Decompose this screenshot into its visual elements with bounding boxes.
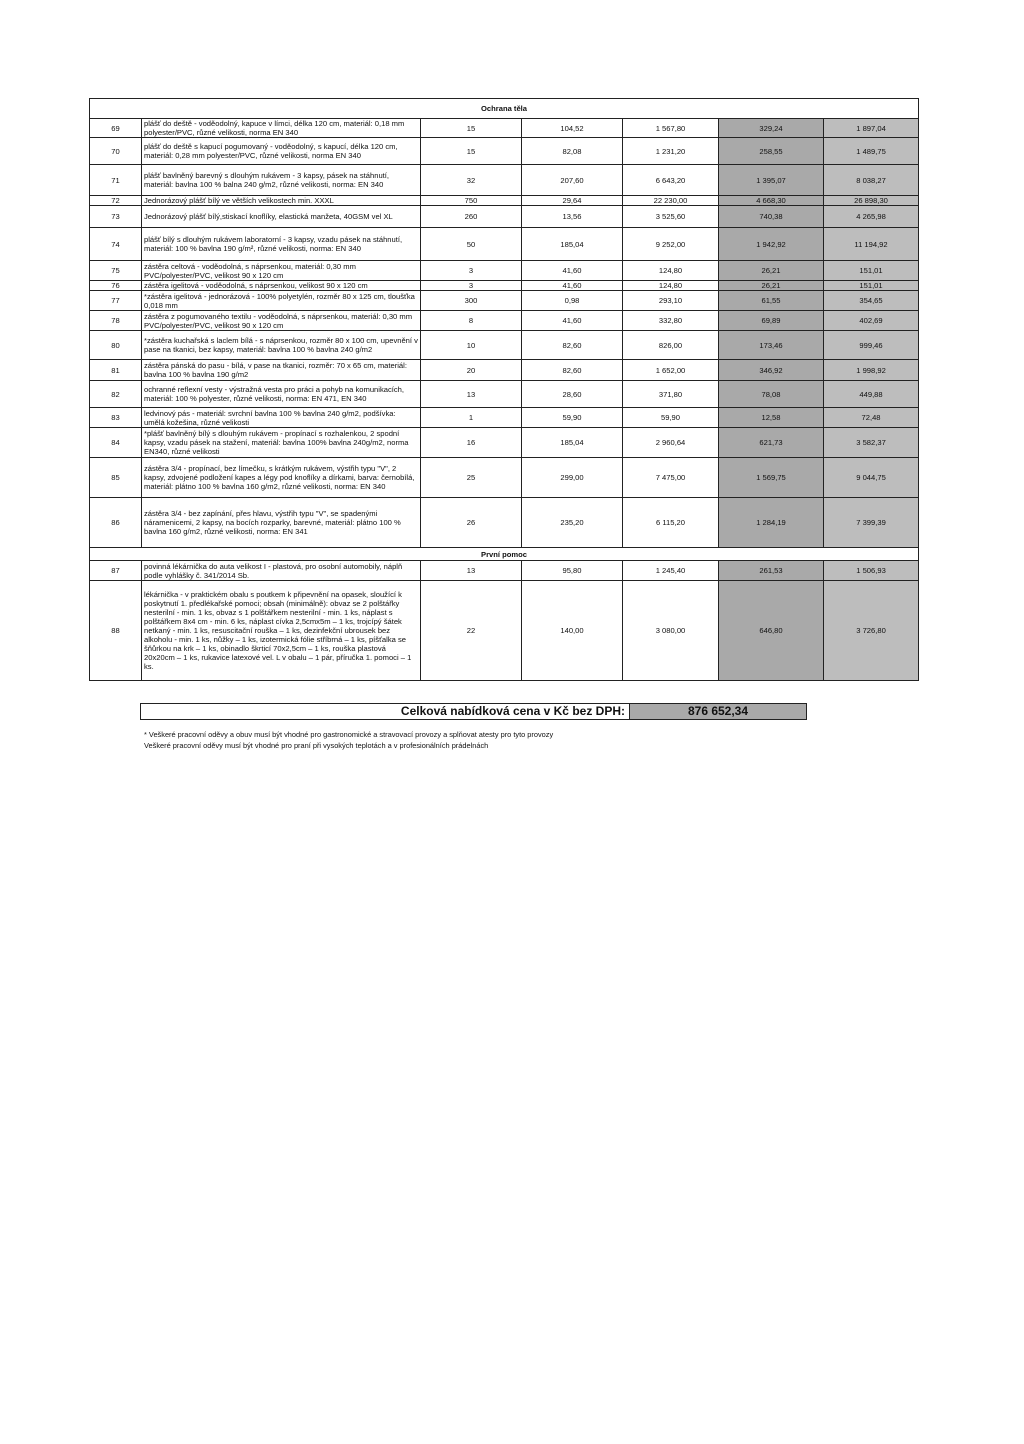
item-vat: 78,08 bbox=[719, 381, 824, 408]
item-description: zástěra igelitová - voděodolná, s náprsenkou, velikost 90 x 120 cm bbox=[142, 281, 421, 291]
item-quantity: 15 bbox=[421, 138, 522, 165]
item-vat: 621,73 bbox=[719, 428, 824, 458]
item-vat: 258,55 bbox=[719, 138, 824, 165]
item-number: 74 bbox=[90, 228, 142, 261]
item-number: 69 bbox=[90, 119, 142, 138]
item-quantity: 26 bbox=[421, 498, 522, 548]
item-gross: 1 998,92 bbox=[824, 360, 919, 381]
item-quantity: 260 bbox=[421, 206, 522, 228]
table-row bbox=[90, 360, 919, 381]
item-total: 124,80 bbox=[623, 261, 719, 281]
item-vat: 61,55 bbox=[719, 291, 824, 311]
item-total: 371,80 bbox=[623, 381, 719, 408]
item-vat: 1 284,19 bbox=[719, 498, 824, 548]
item-number: 77 bbox=[90, 291, 142, 311]
section-title: Ochrana těla bbox=[90, 99, 919, 119]
item-unit-price: 28,60 bbox=[522, 381, 623, 408]
item-description: Jednorázový plášť bílý ve větších velikostech min. XXXL bbox=[142, 196, 421, 206]
item-quantity: 16 bbox=[421, 428, 522, 458]
item-vat: 261,53 bbox=[719, 561, 824, 581]
item-description: plášť do deště s kapucí pogumovaný - voděodolný, s kapucí, délka 120 cm, materiál: 0,28 mm polyester/PVC, různé velikosti, norma EN 340 bbox=[142, 138, 421, 165]
item-gross: 402,69 bbox=[824, 311, 919, 331]
table-row bbox=[90, 561, 919, 581]
table-row bbox=[90, 138, 919, 165]
item-total: 1 652,00 bbox=[623, 360, 719, 381]
item-total: 2 960,64 bbox=[623, 428, 719, 458]
item-unit-price: 82,60 bbox=[522, 360, 623, 381]
item-unit-price: 140,00 bbox=[522, 581, 623, 681]
item-vat: 1 395,07 bbox=[719, 165, 824, 196]
item-description: ledvinový pás - materiál: svrchní bavlna 100 % bavlna 240 g/m2, podšívka: umělá kožešina, různé velikosti bbox=[142, 408, 421, 428]
item-vat: 69,89 bbox=[719, 311, 824, 331]
item-total: 124,80 bbox=[623, 281, 719, 291]
item-quantity: 8 bbox=[421, 311, 522, 331]
item-total: 22 230,00 bbox=[623, 196, 719, 206]
item-total: 59,90 bbox=[623, 408, 719, 428]
item-quantity: 10 bbox=[421, 331, 522, 360]
section-header-row bbox=[90, 548, 919, 561]
item-gross: 4 265,98 bbox=[824, 206, 919, 228]
grand-total-row bbox=[140, 703, 807, 720]
item-unit-price: 59,90 bbox=[522, 408, 623, 428]
item-number: 72 bbox=[90, 196, 142, 206]
item-quantity: 22 bbox=[421, 581, 522, 681]
item-description: *zástěra kuchařská s laclem bílá - s náprsenkou, rozměr 80 x 100 cm, upevnění v pase na tkanici, bez kapsy, materiál: bavlna 100 % bavlna 240 g/m2 bbox=[142, 331, 421, 360]
table-row bbox=[90, 408, 919, 428]
table-row bbox=[90, 428, 919, 458]
item-quantity: 13 bbox=[421, 381, 522, 408]
item-quantity: 32 bbox=[421, 165, 522, 196]
item-vat: 26,21 bbox=[719, 281, 824, 291]
item-gross: 354,65 bbox=[824, 291, 919, 311]
item-description: zástěra 3/4 - bez zapínání, přes hlavu, výstřih typu "V", se spadenými náramenicemi, 2 kapsy, na bocích rozparky, barevné, materiál: plátno 100 % bavlna 160 g/m2, různé velikosti, norma: EN 341 bbox=[142, 498, 421, 548]
item-description: zástěra celtová - voděodolná, s náprsenkou, materiál: 0,30 mm PVC/polyester/PVC, velikost 90 x 120 cm bbox=[142, 261, 421, 281]
table-row bbox=[90, 311, 919, 331]
item-gross: 151,01 bbox=[824, 261, 919, 281]
item-number: 82 bbox=[90, 381, 142, 408]
item-number: 78 bbox=[90, 311, 142, 331]
item-description: *zástěra igelitová - jednorázová - 100% polyetylén, rozměr 80 x 125 cm, tloušťka 0,018 mm bbox=[142, 291, 421, 311]
item-total: 1 231,20 bbox=[623, 138, 719, 165]
item-description: zástěra pánská do pasu - bílá, v pase na tkanici, rozměr: 70 x 65 cm, materiál: bavlna 100 % bavlna 190 g/m2 bbox=[142, 360, 421, 381]
item-unit-price: 13,56 bbox=[522, 206, 623, 228]
item-total: 7 475,00 bbox=[623, 458, 719, 498]
table-row bbox=[90, 281, 919, 291]
item-gross: 72,48 bbox=[824, 408, 919, 428]
item-description: *plášť bavlněný bílý s dlouhým rukávem - propínací s rozhalenkou, 2 spodní kapsy, vzadu pásek na stažení, materiál: bavlna 100% bavlna 240g/m2, norma EN340, různé velikosti bbox=[142, 428, 421, 458]
item-gross: 8 038,27 bbox=[824, 165, 919, 196]
footnotes bbox=[144, 729, 553, 751]
item-number: 87 bbox=[90, 561, 142, 581]
item-total: 826,00 bbox=[623, 331, 719, 360]
table-row bbox=[90, 206, 919, 228]
item-number: 86 bbox=[90, 498, 142, 548]
item-total: 9 252,00 bbox=[623, 228, 719, 261]
grand-total-value: 876 652,34 bbox=[630, 704, 806, 719]
item-unit-price: 185,04 bbox=[522, 228, 623, 261]
item-gross: 1 489,75 bbox=[824, 138, 919, 165]
item-quantity: 50 bbox=[421, 228, 522, 261]
item-number: 88 bbox=[90, 581, 142, 681]
item-unit-price: 104,52 bbox=[522, 119, 623, 138]
item-number: 73 bbox=[90, 206, 142, 228]
section-header-row bbox=[90, 99, 919, 119]
item-unit-price: 185,04 bbox=[522, 428, 623, 458]
item-number: 75 bbox=[90, 261, 142, 281]
item-quantity: 3 bbox=[421, 281, 522, 291]
table-row bbox=[90, 228, 919, 261]
item-unit-price: 82,08 bbox=[522, 138, 623, 165]
item-unit-price: 235,20 bbox=[522, 498, 623, 548]
item-unit-price: 207,60 bbox=[522, 165, 623, 196]
table-row bbox=[90, 498, 919, 548]
item-quantity: 3 bbox=[421, 261, 522, 281]
item-gross: 151,01 bbox=[824, 281, 919, 291]
grand-total-label: Celková nabídková cena v Kč bez DPH: bbox=[141, 704, 630, 719]
item-description: povinná lékárnička do auta velikost I - plastová, pro osobní automobily, náplň podle vyhlášky č. 341/2014 Sb. bbox=[142, 561, 421, 581]
table-row bbox=[90, 581, 919, 681]
item-description: plášť bavlněný barevný s dlouhým rukávem - 3 kapsy, pásek na stáhnutí, materiál: bavlna 100 % balna 240 g/m2, různé velikosti, norma: EN 340 bbox=[142, 165, 421, 196]
item-number: 85 bbox=[90, 458, 142, 498]
item-number: 71 bbox=[90, 165, 142, 196]
table-row bbox=[90, 119, 919, 138]
table-row bbox=[90, 458, 919, 498]
item-quantity: 15 bbox=[421, 119, 522, 138]
item-description: Jednorázový plášť bílý,stiskací knoflíky, elastická manžeta, 40GSM vel XL bbox=[142, 206, 421, 228]
item-gross: 26 898,30 bbox=[824, 196, 919, 206]
item-total: 293,10 bbox=[623, 291, 719, 311]
item-description: zástěra z pogumovaného textilu - voděodolná, s náprsenkou, materiál: 0,30 mm PVC/polyester/PVC, velikost 90 x 120 cm bbox=[142, 311, 421, 331]
table-row bbox=[90, 381, 919, 408]
item-number: 81 bbox=[90, 360, 142, 381]
item-number: 70 bbox=[90, 138, 142, 165]
item-vat: 740,38 bbox=[719, 206, 824, 228]
item-number: 76 bbox=[90, 281, 142, 291]
footnote: Veškeré pracovní oděvy musí být vhodné pro praní při vysokých teplotách a v profesionálních prádelnách bbox=[144, 741, 489, 750]
item-unit-price: 41,60 bbox=[522, 261, 623, 281]
item-gross: 9 044,75 bbox=[824, 458, 919, 498]
item-vat: 646,80 bbox=[719, 581, 824, 681]
item-quantity: 20 bbox=[421, 360, 522, 381]
item-quantity: 25 bbox=[421, 458, 522, 498]
item-vat: 173,46 bbox=[719, 331, 824, 360]
price-sheet bbox=[89, 98, 918, 681]
table-row bbox=[90, 261, 919, 281]
table-row bbox=[90, 196, 919, 206]
item-vat: 12,58 bbox=[719, 408, 824, 428]
item-quantity: 13 bbox=[421, 561, 522, 581]
item-unit-price: 0,98 bbox=[522, 291, 623, 311]
item-quantity: 300 bbox=[421, 291, 522, 311]
item-description: zástěra 3/4 - propínací, bez límečku, s krátkým rukávem, výstřih typu "V", 2 kapsy, zdvojené podložení kapes a légy pod knoflíky a dírkami, barva: černobílá, materiál: plátno 100 % bavlna 160 g/m2, různé velikosti, norma: EN 340 bbox=[142, 458, 421, 498]
item-description: ochranné reflexní vesty - výstražná vesta pro práci a pohyb na komunikacích, materiál: 100 % polyester, různé velikosti, norma: EN 471, EN 340 bbox=[142, 381, 421, 408]
item-total: 6 643,20 bbox=[623, 165, 719, 196]
item-gross: 999,46 bbox=[824, 331, 919, 360]
table-row bbox=[90, 331, 919, 360]
item-description: lékárnička - v praktickém obalu s poutkem k připevnění na opasek, sloužící k poskytnutí 1. předlékařské pomoci; obsah (minimálně): obvaz se 2 polštářky nesterilní - min. 1 ks, obvaz s 1 polštářkem nesterilní - min. 1 ks, náplast s polštářkem 8x4 cm - min. 6 ks, náplast cívka 2,5cmx5m – 1 ks, trojcípý šátek netkaný - min. 1 ks, resuscitační rouška – 1 ks, dezinfekční ubrousek bez alkoholu - min. 1 ks, nůžky – 1 ks, izotermická fólie stříbrná – 1 ks, píšťalka se šňůrkou na krk – 1 ks, obinadlo škrticí 70x2,5cm – 1 ks, rouška plastová 20x20cm – 1 ks, rukavice latexové vel. L v obalu – 1 pár, příručka 1. pomoci – 1 ks. bbox=[142, 581, 421, 681]
item-unit-price: 82,60 bbox=[522, 331, 623, 360]
item-unit-price: 41,60 bbox=[522, 311, 623, 331]
item-gross: 1 506,93 bbox=[824, 561, 919, 581]
table-row bbox=[90, 165, 919, 196]
section-title: První pomoc bbox=[90, 548, 919, 561]
item-vat: 1 569,75 bbox=[719, 458, 824, 498]
item-total: 6 115,20 bbox=[623, 498, 719, 548]
item-number: 83 bbox=[90, 408, 142, 428]
item-unit-price: 41,60 bbox=[522, 281, 623, 291]
item-total: 3 525,60 bbox=[623, 206, 719, 228]
item-quantity: 1 bbox=[421, 408, 522, 428]
item-description: plášť do deště - voděodolný, kapuce v límci, délka 120 cm, materiál: 0,18 mm polyester/PVC, různé velikosti, norma EN 340 bbox=[142, 119, 421, 138]
item-total: 332,80 bbox=[623, 311, 719, 331]
item-unit-price: 299,00 bbox=[522, 458, 623, 498]
item-gross: 3 582,37 bbox=[824, 428, 919, 458]
item-gross: 449,88 bbox=[824, 381, 919, 408]
item-total: 1 245,40 bbox=[623, 561, 719, 581]
item-unit-price: 95,80 bbox=[522, 561, 623, 581]
item-number: 80 bbox=[90, 331, 142, 360]
item-quantity: 750 bbox=[421, 196, 522, 206]
item-gross: 7 399,39 bbox=[824, 498, 919, 548]
item-number: 84 bbox=[90, 428, 142, 458]
item-unit-price: 29,64 bbox=[522, 196, 623, 206]
item-vat: 4 668,30 bbox=[719, 196, 824, 206]
item-vat: 329,24 bbox=[719, 119, 824, 138]
table-row bbox=[90, 291, 919, 311]
item-total: 3 080,00 bbox=[623, 581, 719, 681]
item-gross: 11 194,92 bbox=[824, 228, 919, 261]
item-gross: 1 897,04 bbox=[824, 119, 919, 138]
price-table bbox=[89, 98, 919, 681]
footnote: * Veškeré pracovní oděvy a obuv musí být vhodné pro gastronomické a stravovací provozy a splňovat atesty pro tyto provozy bbox=[144, 730, 554, 739]
item-vat: 1 942,92 bbox=[719, 228, 824, 261]
item-description: plášť bílý s dlouhým rukávem laboratorní - 3 kapsy, vzadu pásek na stáhnutí, materiál: 100 % bavlna 190 g/m², různé velikosti, norma: EN 340 bbox=[142, 228, 421, 261]
item-vat: 26,21 bbox=[719, 261, 824, 281]
item-vat: 346,92 bbox=[719, 360, 824, 381]
item-gross: 3 726,80 bbox=[824, 581, 919, 681]
item-total: 1 567,80 bbox=[623, 119, 719, 138]
